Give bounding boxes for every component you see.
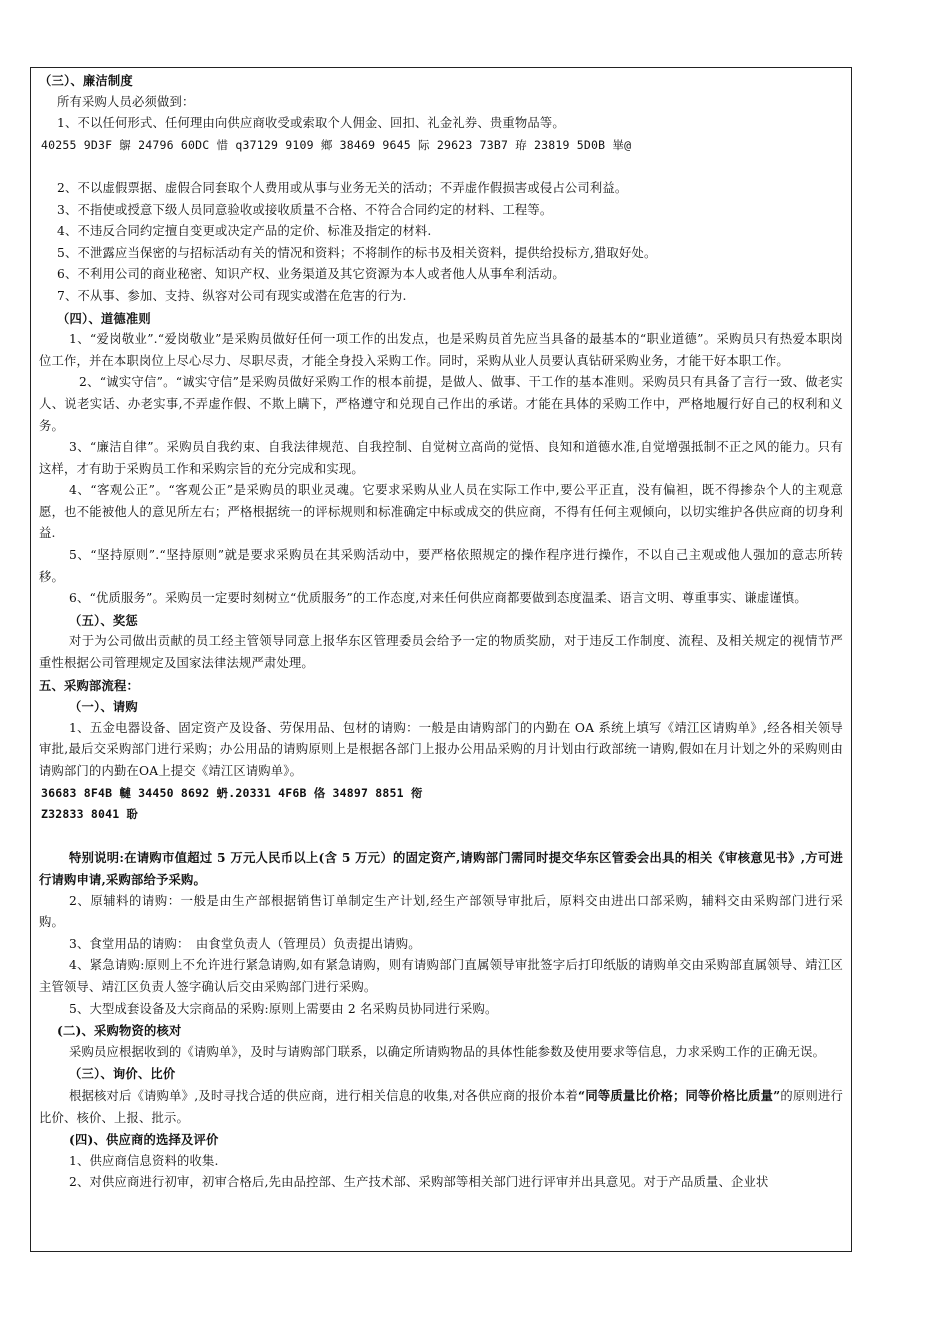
section-title-integrity: （三）、廉洁制度 — [39, 73, 133, 88]
spacer — [39, 826, 843, 848]
chapter-title-process: 五、采购部流程： — [39, 677, 139, 693]
paragraph-text: 的原则进行比价、核价、上报、批示。 — [39, 1088, 843, 1125]
code-line: 40255 9D3F 鵿 24796 60DC 惜 q37129 9109 鄉 38469 9645 际 29623 73B7 珔 23819 5D0B 崋@ — [41, 137, 632, 152]
paragraph: 对于为公司做出贡献的员工经主管领导同意上报华东区管理委员会给予一定的物质奖励，对于违反工作制度、流程、及相关规定的视情节严重性根据公司管理规定及国家法律法规严肃处理。 — [39, 634, 843, 671]
list-item: 2、不以虚假票据、虚假合同套取个人费用或从事与业务无关的活动；不弄虚作假损害或侵占公司利益。 — [57, 180, 628, 195]
paragraph: 采购员应根据收到的《请购单》，及时与请购部门联系，以确定所请购物品的具体性能参数及使用要求等信息，力求采购工作的正确无误。 — [69, 1044, 826, 1059]
list-item: 5、“坚持原则”.“坚持原则”就是要求采购员在其采购活动中，要严格依照规定的操作程序进行操作，不以自己主观或他人强加的意志所转移。 — [39, 548, 843, 584]
list-item: 1、“爱岗敬业”.“爱岗敬业”是采购员做好任何一项工作的出发点，也是采购员首先应当具备的最基本的“职业道德”。采购员只有热爱本职岗位工作，并在本职岗位上尽心尽力、尽职尽责，才能全身投入采购工作。同时，采购从业人员要认真钻研采购业务，才能干好本职工作。 — [39, 332, 843, 368]
list-item: 1、不以任何形式、任何理由向供应商收受或索取个人佣金、回扣、礼金礼券、贵重物品等。 — [57, 116, 565, 131]
spacer — [39, 156, 843, 178]
special-note: 特别说明:在请购市值超过 5 万元人民币以上(含 5 万元）的固定资产,请购部门需同时提交华东区管委会出具的相关《审核意见书》,方可进行请购申请,采购部给予采购。 — [39, 850, 843, 887]
paragraph: 所有采购人员必须做到： — [57, 94, 195, 109]
section-title-rewards: （五）、奖惩 — [69, 612, 138, 628]
list-item: 2、原辅料的请购：一般是由生产部根据销售订单制定生产计划,经生产部领导审批后，原料交由进出口部采购，辅料交由采购部门进行采购。 — [39, 893, 843, 930]
list-item: 7、不从事、参加、支持、纵容对公司有现实或潜在危害的行为. — [57, 288, 407, 303]
list-item: 4、不违反合同约定擅自变更或决定产品的定价、标准及指定的材料. — [57, 224, 432, 239]
section-title-requisition: （一）、请购 — [69, 699, 138, 715]
list-item: 2、“诚实守信”。“诚实守信”是采购员做好采购工作的根本前提，是做人、做事、干工作的基本准则。采购员只有具备了言行一致、做老实人、说老实话、办老实事,不弄虚作假、不欺上瞒下，严格遵守和兑现自己作出的承诺。才能在具体的采购工作中，严格地履行好自己的权利和义务。 — [39, 375, 843, 433]
list-item: 1、五金电器设备、固定资产及设备、劳保用品、包材的请购：一般是由请购部门的内勤在 OA 系统上填写《靖江区请购单》,经各相关领导审批,最后交采购部门进行采购；办公用品的请购原则上是根据各部门上报办公用品采购的月计划由行政部统一请购,假如在月计划之外的采购则由请购部门的内勤在OA上提交《靖江区请购单》。 — [39, 720, 843, 778]
section-title-verification: (二)、采购物资的核对 — [57, 1023, 182, 1039]
list-item: 2、对供应商进行初审，初审合格后,先由品控部、生产技术部、采购部等相关部门进行评审并出具意见。对于产品质量、企业状 — [69, 1175, 769, 1190]
list-item: 6、“优质服务”。采购员一定要时刻树立“优质服务”的工作态度,对来任何供应商都要做到态度温柔、语言文明、尊重事实、谦虚谨慎。 — [69, 591, 807, 606]
code-line: 36683 8F4B 轋 34450 8692 蚒.20331 4F6B 佫 34897 8851 衑 — [41, 785, 423, 800]
section-title-supplier: (四)、供应商的选择及评价 — [69, 1132, 219, 1148]
list-item: 5、不泄露应当保密的与招标活动有关的情况和资料；不将制作的标书及相关资料，提供给投标方,猎取好处。 — [57, 245, 657, 260]
paragraph-text: 根据核对后《请购单》,及时寻找合适的供应商，进行相关信息的收集,对各供应商的报价本着 — [69, 1088, 579, 1103]
list-item: 3、食堂用品的请购： 由食堂负责人（管理员）负责提出请购。 — [69, 936, 421, 951]
paragraph — [39, 1085, 843, 1129]
list-item: 1、供应商信息资料的收集. — [69, 1153, 219, 1168]
list-item: 3、“廉洁自律”。采购员自我约束、自我法律规范、自我控制、自觉树立高尚的觉悟、良知和道德水准,自觉增强抵制不正之风的能力。只有这样，才有助于采购员工作和采购宗旨的充分完成和实现。 — [39, 440, 843, 476]
emphasis-text: “同等质量比价格；同等价格比质量” — [578, 1087, 781, 1103]
section-title-inquiry: （三）、询价、比价 — [69, 1066, 176, 1082]
section-title-ethics: （四）、道德准则 — [57, 310, 151, 326]
list-item: 4、紧急请购:原则上不允许进行紧急请购,如有紧急请购，则有请购部门直属领导审批签字后打印纸版的请购单交由采购部直属领导、靖江区主管领导、靖江区负责人签字确认后交由采购部门进行采购。 — [39, 958, 843, 994]
code-line: Z32833 8041 聁 — [41, 807, 139, 822]
list-item: 4、“客观公正”。“客观公正”是采购员的职业灵魂。它要求采购从业人员在实际工作中,要公平正直，没有偏袒，既不得掺杂个人的主观意愿，也不能被他人的意见所左右；严格根据统一的评标规则和标准确定中标或成交的供应商，不得有任何主观倾向，以切实维护各供应商的切身利益. — [39, 483, 843, 541]
document-page — [30, 67, 852, 1252]
list-item: 6、不利用公司的商业秘密、知识产权、业务渠道及其它资源为本人或者他人从事牟利活动。 — [57, 267, 565, 282]
list-item: 5、大型成套设备及大宗商品的采购:原则上需要由 2 名采购员协同进行采购。 — [69, 1001, 498, 1016]
list-item: 3、不指使或授意下级人员同意验收或接收质量不合格、不符合合同约定的材料、工程等。 — [57, 202, 553, 217]
